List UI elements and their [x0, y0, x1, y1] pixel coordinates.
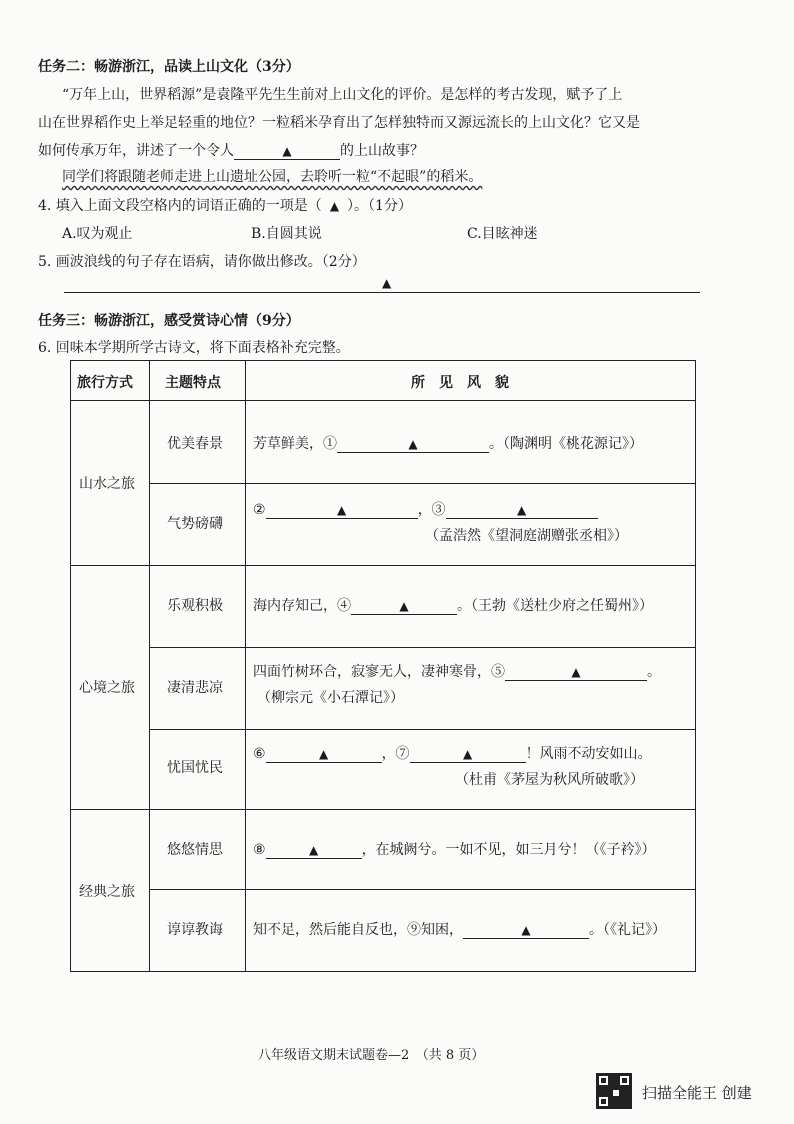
row-desolate: [253, 661, 661, 681]
answer-blank[interactable]: [266, 842, 362, 859]
blank-number: ，⑦: [381, 746, 410, 762]
question-4-stem: 4. 填入上面文段空格内的词语正确的一项是（: [38, 198, 322, 214]
row-divider: [71, 809, 695, 810]
blank-number: ⑥: [253, 746, 266, 762]
theme-cell: 优美春景: [167, 436, 223, 452]
theme-cell: 忧国忧民: [167, 760, 223, 776]
blank-marker-icon: ▲: [462, 747, 473, 761]
blank-marker-icon: ▲: [521, 923, 531, 937]
theme-cell: 乐观积极: [167, 598, 223, 614]
blank-marker-icon: ▲: [308, 843, 319, 857]
verse-text: 四面竹树环合，寂寥无人，凄神寒骨，⑤: [253, 664, 505, 680]
row-longing: [253, 839, 656, 859]
answer-blank[interactable]: [446, 502, 598, 519]
option-c[interactable]: C.目眩神迷: [467, 226, 538, 242]
blank-marker-icon: ▲: [329, 199, 340, 213]
row-divider: [149, 729, 695, 730]
blank-marker-icon: ▲: [399, 599, 409, 613]
paragraph-line3-end: 的上山故事？: [340, 143, 424, 159]
group-landscape: 山水之旅: [79, 476, 135, 492]
row-optimistic: [253, 595, 653, 615]
verse-source: 。（陶渊明《桃花源记》）: [489, 436, 643, 452]
task2-paragraph-line2: 山在世界稻作史上举足轻重的地位？一粒稻米孕育出了怎样独特而又源远流长的上山文化？它又是: [38, 115, 640, 131]
task2-paragraph-line3: [38, 140, 424, 160]
row-divider: [149, 647, 695, 648]
page-footer: 八年级语文期末试题卷—2 （共 8 页）: [258, 1048, 485, 1063]
blank-marker-icon: ▲: [336, 503, 347, 517]
row-divider: [149, 483, 695, 484]
answer-blank[interactable]: [351, 598, 457, 615]
answer-line[interactable]: [64, 276, 700, 293]
blank-marker-icon: ▲: [282, 144, 292, 158]
verse-text: 芳草鲜美，①: [253, 436, 337, 452]
blank-marker-icon: ▲: [382, 276, 392, 290]
verse-text: ！风雨不动安如山。: [525, 746, 652, 762]
answer-blank[interactable]: [337, 436, 489, 453]
poetry-table: [70, 360, 696, 972]
answer-blank[interactable]: [410, 746, 526, 763]
blank-marker-icon: ▲: [408, 437, 418, 451]
column-divider: [149, 361, 150, 971]
option-b[interactable]: B.自圆其说: [251, 226, 322, 242]
answer-blank[interactable]: [463, 922, 589, 939]
verse-text: 知不足，然后能自反也，⑨知困，: [253, 922, 463, 938]
answer-blank[interactable]: [505, 664, 647, 681]
question-5: 5. 画波浪线的句子存在语病，请你做出修改。（2分）: [38, 254, 366, 270]
row-teaching: [253, 919, 666, 939]
verse-source: 。（《礼记》）: [589, 922, 666, 938]
paragraph-line3-text: 如何传承万年，讲述了一个令人: [38, 143, 234, 159]
task2-paragraph-line1: “万年上山，世界稻源”是袁隆平先生生前对上山文化的评价。是怎样的考古发现，赋予了上: [62, 87, 623, 103]
answer-blank[interactable]: [234, 143, 340, 160]
verse-source: （杜甫《茅屋为秋风所破歌》）: [455, 772, 644, 788]
blank-number: ②: [253, 502, 266, 518]
blank-number: ⑧: [253, 842, 266, 858]
theme-cell: 谆谆教诲: [167, 922, 223, 938]
row-divider: [149, 889, 695, 890]
verse-source: 。（王勃《送杜少府之任蜀州》）: [457, 598, 653, 614]
qr-code-icon: [596, 1073, 632, 1109]
verse-text: 海内存知己，④: [253, 598, 351, 614]
theme-cell: 凄清悲凉: [167, 680, 223, 696]
row-divider: [71, 400, 695, 401]
blank-number: ，③: [417, 502, 446, 518]
column-divider: [245, 361, 246, 971]
question-4-score: ）。（1分）: [347, 198, 412, 214]
blank-marker-icon: ▲: [571, 665, 581, 679]
answer-blank[interactable]: [266, 746, 382, 763]
question-6: 6. 回味本学期所学古诗文，将下面表格补充完整。: [38, 340, 350, 356]
theme-cell: 悠悠情思: [167, 842, 223, 858]
group-mood: 心境之旅: [79, 680, 135, 696]
answer-blank[interactable]: [266, 502, 418, 519]
theme-cell: 气势磅礴: [167, 516, 223, 532]
header-theme: 主题特点: [165, 375, 221, 391]
verse-end: 。: [647, 664, 661, 680]
row-divider: [71, 565, 695, 566]
option-a[interactable]: A.叹为观止: [62, 226, 133, 242]
row-patriotic: [253, 743, 652, 763]
verse-text: ，在城阙兮。一如不见，如三月兮！（《子衿》）: [361, 842, 656, 858]
header-travel-mode: 旅行方式: [77, 375, 133, 391]
group-classic: 经典之旅: [79, 884, 135, 900]
row-majestic: [253, 499, 598, 519]
verse-source: （柳宗元《小石潭记》）: [257, 690, 404, 706]
wavy-underlined-sentence: 同学们将跟随老师走进上山遗址公园，去聆听一粒“不起眼”的稻米。: [62, 169, 483, 185]
question-4: [38, 195, 412, 215]
task3-heading: 任务三：畅游浙江，感受赏诗心情（9分）: [38, 313, 300, 329]
task2-heading: 任务二：畅游浙江，品读上山文化（3分）: [38, 59, 300, 75]
verse-source: （孟浩然《望洞庭湖赠张丞相》）: [425, 528, 628, 544]
row-spring-scenery: [253, 433, 643, 453]
scanner-watermark: 扫描全能王 创建: [642, 1084, 752, 1102]
header-scenery: 所 见 风 貌: [411, 375, 509, 391]
blank-marker-icon: ▲: [516, 503, 527, 517]
blank-marker-icon: ▲: [318, 747, 329, 761]
